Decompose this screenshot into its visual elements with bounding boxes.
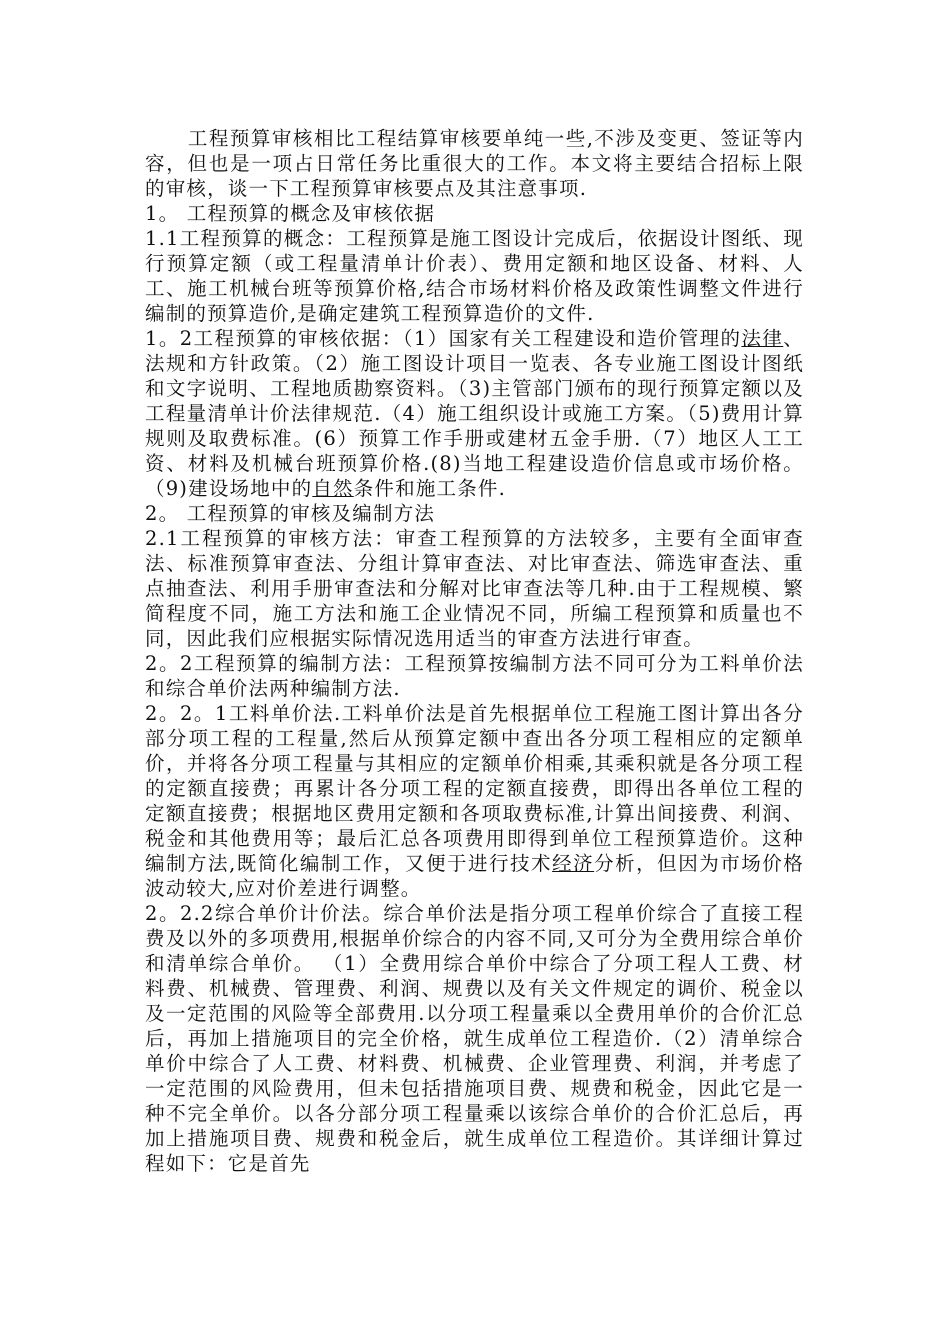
paragraph-p1-2 bbox=[145, 326, 804, 501]
paragraph-p2-1 bbox=[145, 526, 804, 651]
paragraph-text: 工程预算审核相比工程结算审核要单纯一些,不涉及变更、签证等内容，但也是一项占日常任务比重很大的工作。本文将主要结合招标上限的审核，谈一下工程预算审核要点及其注意事项. bbox=[145, 127, 804, 200]
paragraph-text: 、法规和方针政策。（2）施工图设计项目一览表、各专业施工图设计图纸和文字说明、工程地质勘察资料。（3)主管部门颁布的现行预算定额以及工程量清单计价法律规范.（4）施工组织设计或施工方案。（5)费用计算规则及取费标准。(6）预算工作手册或建材五金手册.（7）地区人工工资、材料及机械台班预算价格.(8)当地工程建设造价信息或市场价格。（9)建设场地中的 bbox=[145, 327, 804, 500]
inline-link[interactable]: 法律 bbox=[741, 327, 784, 350]
paragraph-text: 2。2.2综合单价计价法。综合单价法是指分项工程单价综合了直接工程费及以外的多项费用,根据单价综合的内容不同,又可分为全费用综合单价和清单综合单价。 （1）全费用综合单价中综合了分项工程人工费、材料费、机械费、管理费、利润、规费以及有关文件规定的调价、税金以及一定范围的风险等全部费用.以分项工程量乘以全费用单价的合价汇总后，再加上措施项目的完全价格，就生成单位工程造价.（2）清单综合单价中综合了人工费、材料费、机械费、企业管理费、利润，并考虑了一定范围的风险费用，但未包括措施项目费、规费和税金，因此它是一种不完全单价。以各分部分项工程量乘以该综合单价的合价汇总后，再加上措施项目费、规费和税金后，就生成单位工程造价。其详细计算过程如下：它是首先 bbox=[145, 902, 804, 1175]
paragraph-text: 1。 工程预算的概念及审核依据 bbox=[145, 202, 436, 225]
paragraph-text: 条件和施工条件. bbox=[353, 477, 507, 500]
paragraph-intro bbox=[145, 126, 804, 201]
paragraph-p2-2-2 bbox=[145, 901, 804, 1176]
paragraph-text: 2.1工程预算的审核方法：审查工程预算的方法较多，主要有全面审查法、标准预算审查法、分组计算审查法、对比审查法、筛选审查法、重点抽查法、利用手册审查法和分解对比审查法等几种.由于工程规模、繁简程度不同，施工方法和施工企业情况不同，所编工程预算和质量也不同，因此我们应根据实际情况选用适当的审查方法进行审查。 bbox=[145, 527, 804, 650]
paragraph-h1 bbox=[145, 201, 804, 226]
paragraph-text: 1.1工程预算的概念：工程预算是施工图设计完成后，依据设计图纸、现行预算定额（或工程量清单计价表）、费用定额和地区设备、材料、人工、施工机械台班等预算价格,结合市场材料价格及政策性调整文件进行编制的预算造价,是确定建筑工程预算造价的文件. bbox=[145, 227, 804, 325]
paragraph-h2 bbox=[145, 501, 804, 526]
inline-link[interactable]: 自然 bbox=[312, 477, 354, 500]
inline-link[interactable]: 经济 bbox=[552, 852, 595, 875]
paragraph-p2-2-1 bbox=[145, 701, 804, 901]
paragraph-text: 1。2工程预算的审核依据：（1）国家有关工程建设和造价管理的 bbox=[145, 327, 742, 350]
paragraph-p1-1 bbox=[145, 226, 804, 326]
document-body bbox=[145, 126, 804, 1176]
paragraph-text: 2。 工程预算的审核及编制方法 bbox=[145, 502, 436, 525]
paragraph-text: 分析，但因为市场价格波动较大,应对价差进行调整。 bbox=[145, 852, 804, 900]
paragraph-p2-2 bbox=[145, 651, 804, 701]
paragraph-text: 2。2。1工料单价法.工料单价法是首先根据单位工程施工图计算出各分部分项工程的工程量,然后从预算定额中查出各分项工程相应的定额单价，并将各分项工程量与其相应的定额单价相乘,其乘积就是各分项工程的定额直接费；再累计各分项工程的定额直接费，即得出各单位工程的定额直接费；根据地区费用定额和各项取费标准,计算出间接费、利润、税金和其他费用等；最后汇总各项费用即得到单位工程预算造价。这种编制方法,既简化编制工作，又便于进行技术 bbox=[145, 702, 804, 875]
paragraph-text: 2。2工程预算的编制方法：工程预算按编制方法不同可分为工料单价法和综合单价法两种编制方法. bbox=[145, 652, 804, 700]
